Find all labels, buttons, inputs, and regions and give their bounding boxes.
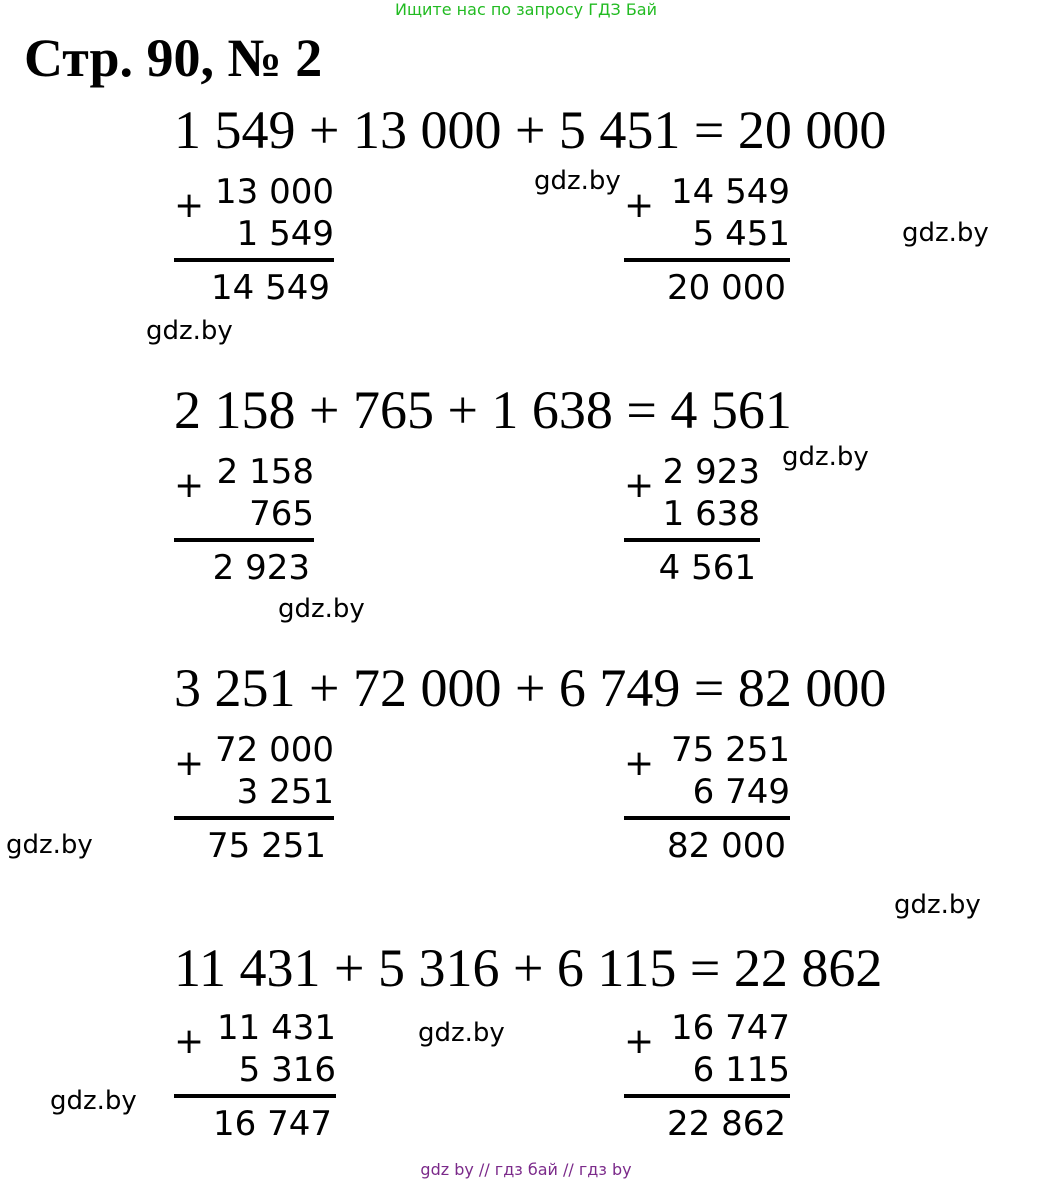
plus-sign: +: [174, 465, 205, 506]
sum-result: 14 549: [211, 268, 330, 308]
watermark: gdz.by: [50, 1086, 137, 1116]
column-addition-2-right: [624, 452, 760, 592]
column-addition-3-left: [174, 730, 334, 870]
column-addition-4-left: [174, 1008, 336, 1148]
watermark: gdz.by: [418, 1018, 505, 1048]
addend-bottom: 3 251: [236, 772, 334, 812]
watermark: gdz.by: [278, 594, 365, 624]
addend-top: 14 549: [671, 172, 790, 212]
plus-sign: +: [624, 1021, 655, 1062]
addend-top: 72 000: [215, 730, 334, 770]
sum-result: 75 251: [207, 826, 326, 866]
plus-sign: +: [174, 185, 205, 226]
equation-4: 11 431 + 5 316 + 6 115 = 22 862: [174, 938, 883, 998]
sum-line: [624, 538, 760, 542]
addend-bottom: 765: [249, 494, 314, 534]
plus-sign: +: [624, 465, 655, 506]
plus-sign: +: [624, 743, 655, 784]
sum-result: 82 000: [667, 826, 786, 866]
sum-line: [174, 538, 314, 542]
addend-bottom: 1 549: [236, 214, 334, 254]
sum-line: [174, 816, 334, 820]
column-addition-4-right: [624, 1008, 790, 1148]
plus-sign: +: [174, 743, 205, 784]
sum-line: [624, 816, 790, 820]
sum-result: 4 561: [658, 548, 756, 588]
plus-sign: +: [624, 185, 655, 226]
column-addition-3-right: [624, 730, 790, 870]
watermark: gdz.by: [534, 166, 621, 196]
addend-bottom: 6 115: [692, 1050, 790, 1090]
addend-bottom: 5 451: [692, 214, 790, 254]
sum-result: 2 923: [212, 548, 310, 588]
watermark: gdz.by: [782, 442, 869, 472]
column-addition-2-left: [174, 452, 314, 592]
sum-line: [174, 258, 334, 262]
watermark: gdz.by: [6, 830, 93, 860]
top-banner: Ищите нас по запросу ГДЗ Бай: [394, 0, 658, 19]
sum-line: [624, 258, 790, 262]
addend-top: 2 923: [662, 452, 760, 492]
addend-top: 13 000: [215, 172, 334, 212]
addend-bottom: 1 638: [662, 494, 760, 534]
sum-result: 20 000: [667, 268, 786, 308]
watermark: gdz.by: [146, 316, 233, 346]
page-title: Стр. 90, № 2: [24, 28, 323, 88]
equation-3: 3 251 + 72 000 + 6 749 = 82 000: [174, 658, 887, 718]
footer-links: gdz by // гдз бай // гдз by: [420, 1160, 632, 1179]
addend-top: 11 431: [217, 1008, 336, 1048]
sum-line: [174, 1094, 336, 1098]
column-addition-1-right: [624, 172, 790, 312]
watermark: gdz.by: [894, 890, 981, 920]
addend-top: 16 747: [671, 1008, 790, 1048]
addend-bottom: 6 749: [692, 772, 790, 812]
addend-bottom: 5 316: [238, 1050, 336, 1090]
sum-result: 22 862: [667, 1104, 786, 1144]
addend-top: 2 158: [216, 452, 314, 492]
watermark: gdz.by: [902, 218, 989, 248]
sum-result: 16 747: [213, 1104, 332, 1144]
equation-1: 1 549 + 13 000 + 5 451 = 20 000: [174, 100, 887, 160]
sum-line: [624, 1094, 790, 1098]
equation-2: 2 158 + 765 + 1 638 = 4 561: [174, 380, 792, 440]
plus-sign: +: [174, 1021, 205, 1062]
column-addition-1-left: [174, 172, 334, 312]
addend-top: 75 251: [671, 730, 790, 770]
